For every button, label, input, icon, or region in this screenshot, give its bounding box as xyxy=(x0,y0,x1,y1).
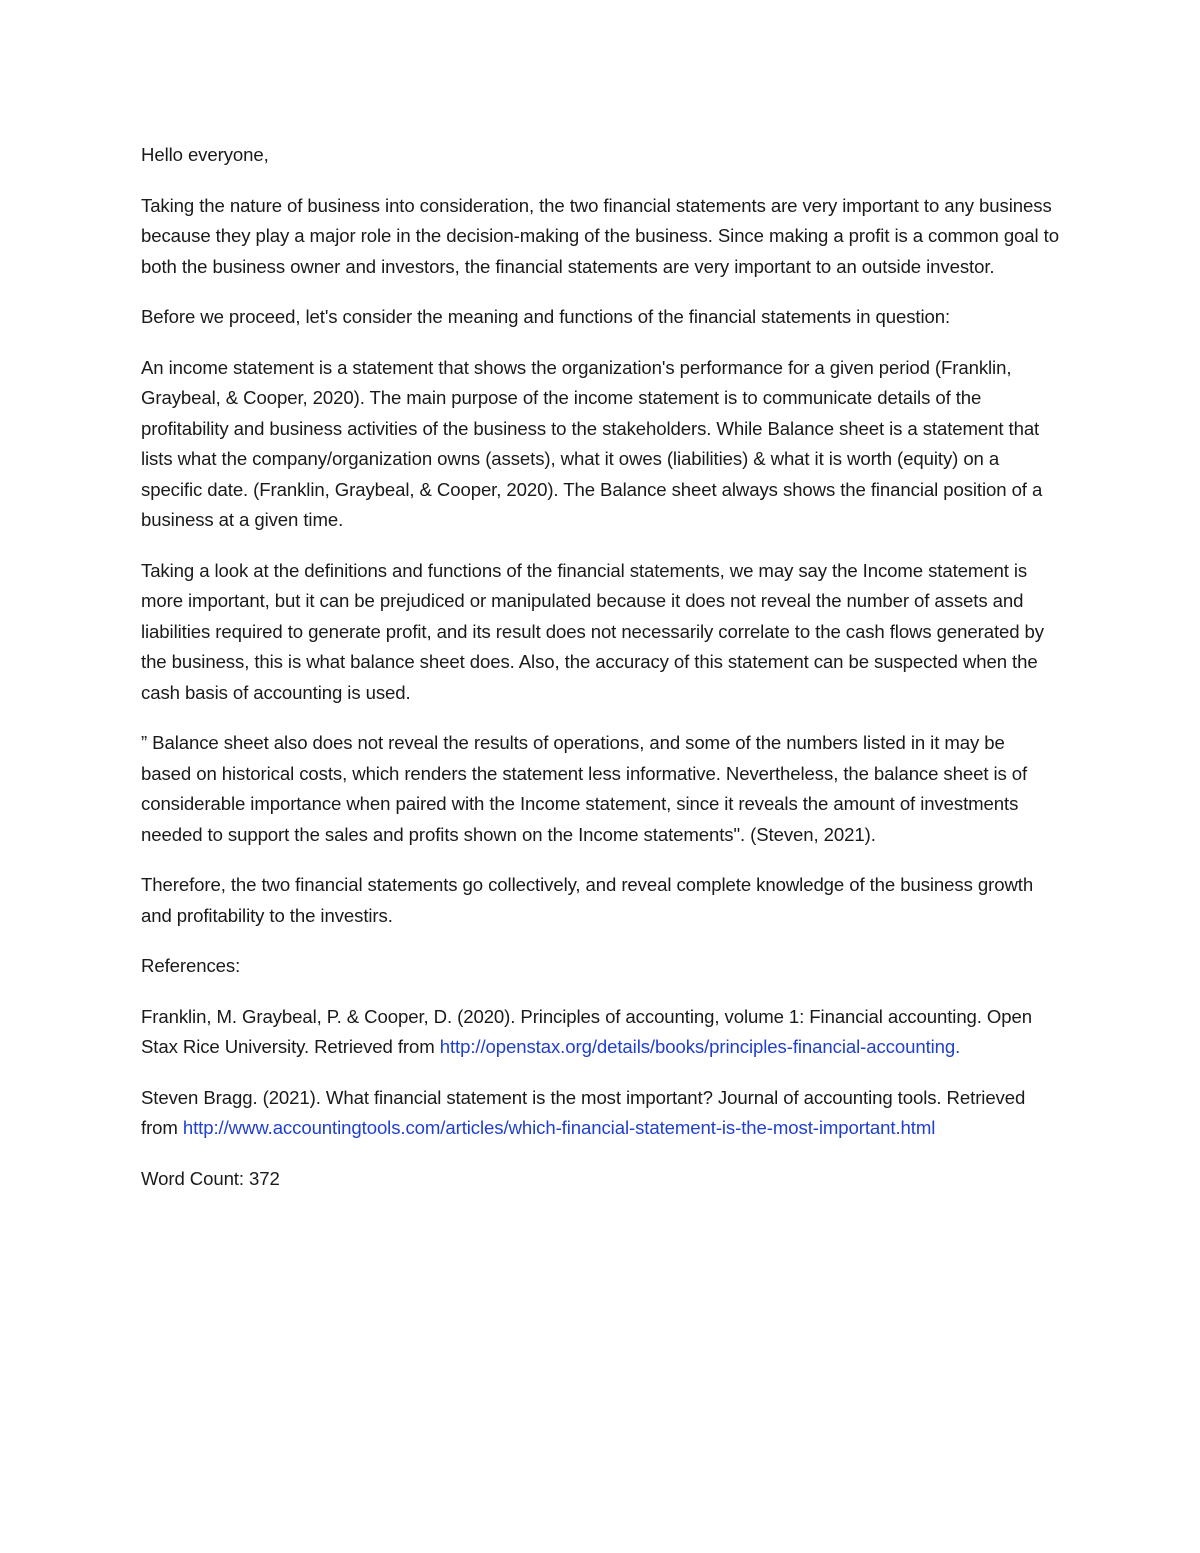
reference-text: Steven Bragg. (2021). What financial statement is the most important? Journal of accounting tools. Retrieved from xyxy=(141,1086,1026,1138)
word-count: Word Count: 372 xyxy=(141,1167,280,1189)
paragraph-quote: ” Balance sheet also does not reveal the results of operations, and some of the numbers listed in it may be based on historical costs, which renders the statement less informative. Nevertheless, the balance sheet is of considerable importance when paired with the Income statement, since it reveals the amount of investments needed to support the sales and profits shown on the Income statements". (Steven, 2021). xyxy=(141,732,1028,845)
document-body xyxy=(141,140,1059,1214)
reference-item xyxy=(141,1083,1059,1144)
paragraph-comparison: Taking a look at the definitions and functions of the financial statements, we may say the Income statement is more important, but it can be prejudiced or manipulated because it does not reveal the number of assets and liabilities required to generate profit, and its result does not necessarily correlate to the cash flows generated by the business, this is what balance sheet does. Also, the accuracy of this statement can be suspected when the cash basis of accounting is used. xyxy=(141,559,1044,703)
reference-text: Franklin, M. Graybeal, P. & Cooper, D. (2020). Principles of accounting, volume 1: Financial accounting. Open Stax Rice University. Retrieved from xyxy=(141,1005,1033,1057)
references-heading: References: xyxy=(141,955,241,976)
paragraph-conclusion: Therefore, the two financial statements go collectively, and reveal complete knowledge of the business growth and profitability to the investirs. xyxy=(141,874,1034,926)
greeting: Hello everyone, xyxy=(141,144,269,165)
reference-link[interactable]: http://www.accountingtools.com/articles/which-financial-statement-is-the-most-important.html xyxy=(182,1117,936,1138)
paragraph-proceed: Before we proceed, let's consider the meaning and functions of the financial statements in question: xyxy=(141,306,951,327)
paragraph-definitions: An income statement is a statement that shows the organization's performance for a given period (Franklin, Graybeal, & Cooper, 2020). The main purpose of the income statement is to communicate details of the profitability and business activities of the business to the stakeholders. While Balance sheet is a statement that lists what the company/organization owns (assets), what it owes (liabilities) & what it is worth (equity) on a specific date. (Franklin, Graybeal, & Cooper, 2020). The Balance sheet always shows the financial position of a business at a given time. xyxy=(141,356,1043,530)
reference-item xyxy=(141,1002,1059,1063)
reference-link[interactable]: http://openstax.org/details/books/principles-financial-accounting. xyxy=(439,1036,961,1057)
paragraph-intro: Taking the nature of business into consideration, the two financial statements are very important to any business because they play a major role in the decision-making of the business. Since making a profit is a common goal to both the business owner and investors, the financial statements are very important to an outside investor. xyxy=(141,194,1059,277)
